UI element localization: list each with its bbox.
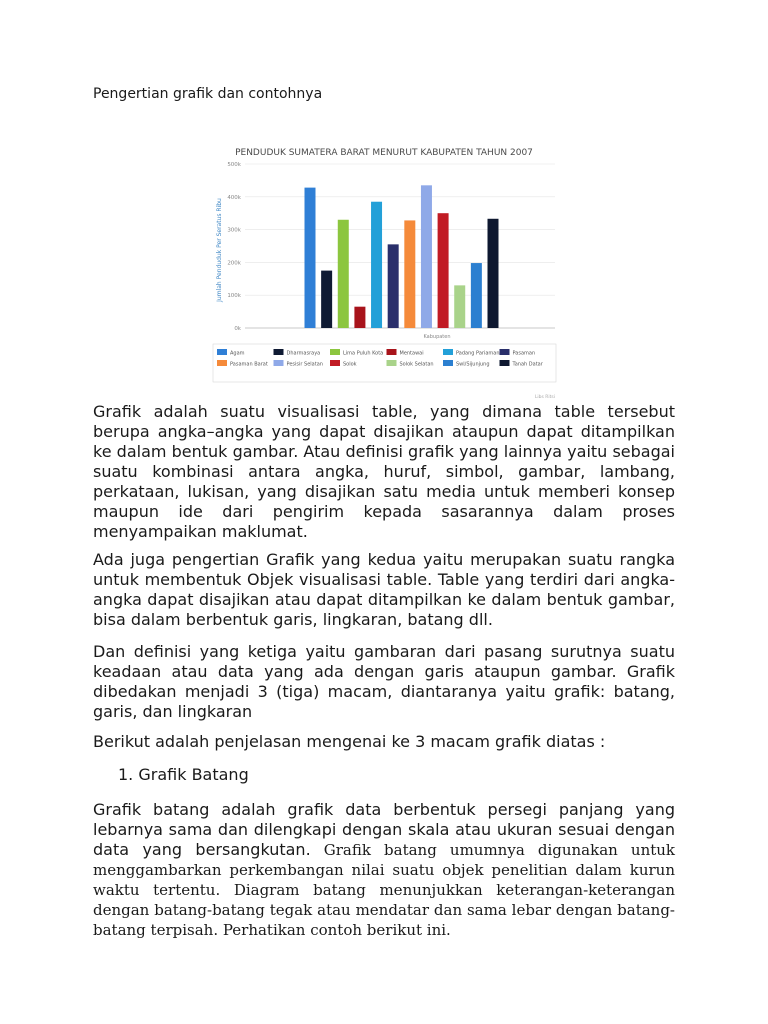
legend-label: Pasaman Barat: [230, 361, 268, 368]
paragraph-definition-3: Dan definisi yang ketiga yaitu gambaran dari pasang surutnya suatu keadaan atau data yang ada dengan garis ataupun gambar. Grafik dibedakan menjadi 3 (tiga) macam, diantaranya yaitu grafik: batang, garis, dan lingkaran: [93, 642, 675, 721]
legend-label: Pesisir Selatan: [286, 361, 323, 368]
bar-swl-sijunjung: [471, 263, 482, 328]
legend-swatch: [217, 349, 227, 355]
y-tick-label: 0k: [234, 326, 241, 332]
paragraph-intro-types: Berikut adalah penjelasan mengenai ke 3 macam grafik diatas :: [93, 732, 606, 751]
legend-swatch: [500, 360, 510, 366]
chart-ticks: [227, 162, 241, 332]
bar-pesisir-selatan: [421, 185, 432, 328]
bar-solok-selatan: [454, 285, 465, 328]
chart-y-axis-label: Jumlah Penduduk Per Seratus Ribu: [216, 198, 223, 302]
legend-swatch: [443, 360, 453, 366]
y-tick-label: 300k: [227, 227, 241, 234]
chart-legend: [217, 349, 544, 368]
legend-swatch: [387, 360, 397, 366]
y-tick-label: 400k: [227, 194, 241, 201]
chart-credit: Libs Ritsi: [534, 395, 555, 400]
legend-label: Padang Pariaman: [456, 350, 500, 357]
bar-agam: [305, 188, 316, 328]
legend-label: Tanah Datar: [512, 361, 543, 368]
chart-svg: [205, 138, 563, 401]
population-bar-chart: [205, 138, 563, 401]
bar-padang-pariaman: [371, 202, 382, 328]
chart-x-axis-label: Kabupaten: [423, 334, 451, 340]
bar-tanah-datar: [488, 219, 499, 328]
legend-label: Dharmasraya: [286, 350, 321, 357]
legend-swatch: [217, 360, 227, 366]
legend-label: Solok: [343, 361, 357, 368]
legend-label: Swl/Sijunjung: [456, 361, 490, 368]
y-tick-label: 100k: [227, 293, 241, 300]
legend-swatch: [500, 349, 510, 355]
bar-solok: [438, 213, 449, 328]
legend-swatch: [443, 349, 453, 355]
chart-grid: [245, 164, 555, 328]
y-tick-label: 500k: [227, 162, 241, 168]
legend-swatch: [330, 360, 340, 366]
legend-label: Mentawai: [399, 350, 424, 357]
chart-title: PENDUDUK SUMATERA BARAT MENURUT KABUPATEN TAHUN 2007: [235, 148, 533, 158]
paragraph-grafik-batang-serif: Grafik batang umumnya digunakan untuk menggambarkan perkembangan nilai suatu objek penelitian dalam kurun waktu tertentu. Diagram batang menunjukkan keterangan-keterangan dengan batang-batang tegak atau mendatar dan sama lebar dengan batang-batang terpisah. Perhatikan contoh berikut ini.: [93, 841, 676, 939]
list-item-grafik-batang: 1. Grafik Batang: [118, 765, 249, 784]
legend-swatch: [330, 349, 340, 355]
legend-label: Agam: [230, 350, 245, 357]
bar-pasaman-barat: [404, 220, 415, 328]
bar-mentawai: [354, 307, 365, 328]
legend-swatch: [274, 349, 284, 355]
y-tick-label: 200k: [227, 260, 241, 267]
paragraph-grafik-batang-sans: Grafik batang adalah grafik data berbentuk persegi panjang yang lebarnya sama dan dilengkapi dengan skala atau ukuran sesuai dengan data yang bersangkutan.: [93, 800, 675, 859]
legend-label: Lima Puluh Kota: [343, 350, 384, 357]
chart-bars: [305, 185, 499, 328]
legend-label: Pasaman: [512, 350, 536, 357]
bar-lima-puluh-kota: [338, 220, 349, 328]
paragraph-grafik-batang: [93, 800, 675, 940]
bar-dharmasraya: [321, 271, 332, 328]
legend-swatch: [274, 360, 284, 366]
paragraph-definition-1: Grafik adalah suatu visualisasi table, yang dimana table tersebut berupa angka–angka yang dapat disajikan ataupun dapat ditampilkan ke dalam bentuk gambar. Atau definisi grafik yang lainnya yaitu sebagai suatu kombinasi antara angka, huruf, simbol, gambar, lambang, perkataan, lukisan, yang disajikan satu media untuk memberi konsep maupun ide dari pengirim kepada sasarannya dalam proses menyampaikan maklumat.: [93, 402, 675, 541]
legend-swatch: [387, 349, 397, 355]
bar-pasaman: [388, 244, 399, 328]
page-title: Pengertian grafik dan contohnya: [93, 86, 323, 102]
paragraph-definition-2: Ada juga pengertian Grafik yang kedua yaitu merupakan suatu rangka untuk membentuk Objek visualisasi table. Table yang terdiri dari angka-angka dapat disajikan atau dapat ditampilkan ke dalam bentuk gambar, bisa dalam berbentuk garis, lingkaran, batang dll.: [93, 550, 675, 629]
legend-label: Solok Selatan: [399, 361, 434, 368]
